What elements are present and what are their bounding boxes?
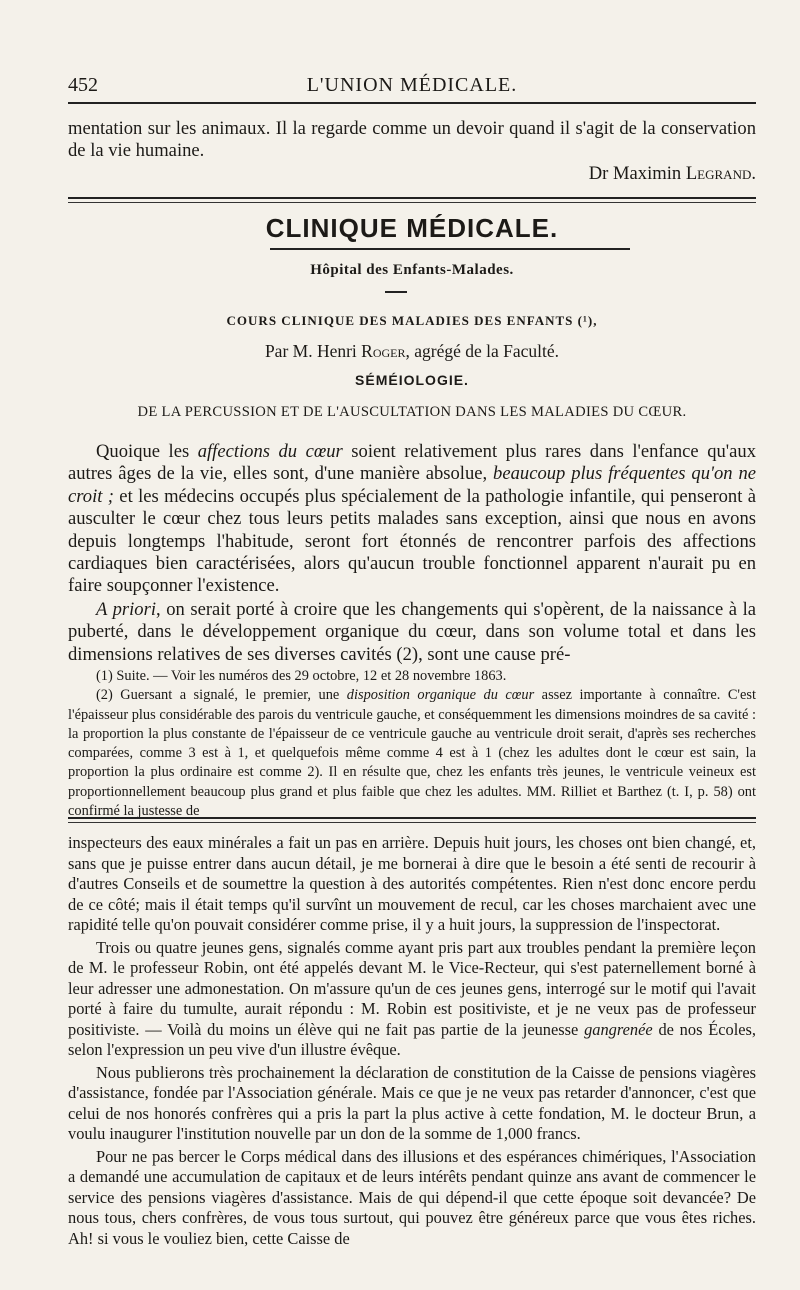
fn2-text-a: (2) Guersant a signalé, le premier, une: [96, 687, 347, 704]
lp2-text-a: Trois ou quatre jeunes gens, signalés comme ayant pris part aux troubles pendant la première leçon de M. le professeur Robin, ont été appelés devant M. le Vice-Recteur, qui s'est paternellement borné à leur adresser une admonestation. On m'assure qu'un de ces jeunes gens, interrogé sur le motif qui l'avait porté à faire du tumulte, aurait répondu : M. Robin est positiviste, et je ne veux pas de professeur positiviste. — Voilà du moins un élève qui ne fait pas partie de la jeunesse: [68, 937, 756, 1039]
header-rule: [68, 102, 756, 104]
lower-paragraph-1: inspecteurs des eaux minérales a fait un pas en arrière. Depuis huit jours, les choses ont bien changé, et, sans que je puisse entrer dans aucun détail, je me bornerai à dire que le besoin a été senti de recourir à d'autres Conseils et de soumettre la question à des autorités compétentes. Rien n'est donc encore perdu de ce côté; mais il était temps qu'il survînt un mouvement de recul, car les choses marchaient avec une rapidité telle qu'on pouvait considérer comme prise, il y a huit jours, la suppression de l'inspectorat.: [68, 833, 756, 934]
author-name: Roger: [361, 341, 406, 361]
previous-article-end: [68, 118, 756, 185]
page-number: 452: [68, 74, 98, 96]
course-title: COURS CLINIQUE DES MALADIES DES ENFANTS (¹),: [226, 313, 598, 328]
hospital-name: Hôpital des Enfants-Malades.: [310, 262, 514, 278]
section-heading: CLINIQUE MÉDICALE.: [265, 213, 559, 243]
p1-italic-b: beaucoup plus fréquentes qu'on ne croit ;: [68, 463, 756, 507]
running-title: L'UNION MÉDICALE.: [306, 74, 518, 96]
column-rule-bottom: [68, 822, 756, 823]
footnotes: [68, 667, 756, 821]
signature-prefix: Dr Maximin: [588, 162, 682, 184]
fn2-italic: disposition organique du cœur: [346, 687, 535, 704]
author-prefix: Par M. Henri: [264, 341, 357, 361]
lecture-body: [68, 441, 756, 666]
column-rule-top: [68, 817, 756, 819]
p1-italic-a: affections du cœur: [197, 441, 343, 462]
topic-heading: SÉMÉIOLOGIE.: [355, 372, 469, 388]
heading-underline: [270, 248, 630, 250]
p1-text-a: Quoique les: [96, 441, 198, 462]
continuation-text: mentation sur les animaux. Il la regarde comme un devoir quand il s'agit de la conservation de la vie humaine.: [68, 118, 756, 162]
paragraph-2: [68, 599, 756, 666]
p1-text-c: et les médecins occupés plus spécialement de la pathologie infantile, qui penseront à ausculter le cœur chez tous leurs petits malades sans exception, ainsi que nous en avons depuis longtemps l'habitude, seront fort étonnés de rencontrer parfois des affections cardiaques bien caractérisées, alors qu'aucun trouble fonctionnel apparent n'aurait pu en faire soupçonner l'existence.: [68, 485, 756, 597]
lecture-title: DE LA PERCUSSION ET DE L'AUSCULTATION DANS LES MALADIES DU CŒUR.: [137, 404, 687, 420]
footnote-2: [68, 686, 756, 821]
p2-text-a: , on serait porté à croire que les changements qui s'opèrent, de la naissance à la puberté, dans le développement organique du cœur, dans son volume total et dans les dimensions relatives de ses diverses cavités (2), sont une cause pré-: [68, 598, 756, 665]
page-header: [68, 74, 756, 100]
author-suffix: , agrégé de la Faculté.: [405, 341, 560, 361]
short-dash: [385, 291, 407, 293]
paragraph-1: [68, 441, 756, 598]
p1-text-b: soient relativement plus rares dans l'enfance qu'aux autres âges de la vie, elles sont, d'une manière absolue,: [68, 441, 756, 485]
lp2-text-b: de nos Écoles, selon l'expression un peu vive d'un illustre évêque.: [68, 1019, 757, 1059]
lower-paragraph-4: Pour ne pas bercer le Corps médical dans des illusions et des espérances chimériques, l'Association a demandé une accumulation de capitaux et de leurs intérêts pendant quinze ans avant de commencer le service des pensions viagères d'assistance. Mais de qui dépend-il que cette époque soit devancée? De nous tous, chers confrères, de vous tous surtout, qui pouvez être généreux parce que vous êtes riches. Ah! si vous le vouliez bien, cette Caisse de: [68, 1146, 756, 1248]
lp2-italic: gangrenée: [584, 1019, 653, 1039]
lower-paragraph-3: Nous publierons très prochainement la déclaration de constitution de la Caisse de pensions viagères d'assistance, fondée par l'Association générale. Mais ce que je ne veux pas retarder d'annoncer, c'est que celui de nos honorés confrères qui a pris la part la plus active à cette fondation, M. le docteur Brun, a voulu inaugurer l'institution nouvelle par un don de la somme de 1,000 francs.: [68, 1062, 756, 1143]
p2-italic-a: A priori: [96, 598, 156, 620]
lower-paragraph-2: [68, 938, 756, 1061]
signature-name: Legrand.: [685, 162, 756, 184]
lower-column: [68, 833, 756, 1249]
footnote-1: (1) Suite. — Voir les numéros des 29 octobre, 12 et 28 novembre 1863.: [96, 668, 507, 684]
author-signature: [68, 163, 756, 185]
fn2-text-b: assez importante à connaître. C'est l'épaisseur plus considérable des parois du ventricule gauche, et conséquemment les dimensions moindres de sa cavité : la proportion la plus constante de l'épaisseur de ce ventricule gauche au ventricule droit serait, d'après ses recherches comparées, comme 3 est à 1, et quelquefois même comme 4 est à 1 (chez les adultes dont le cœur est sain, la proportion la plus ordinaire est comme 2). Il en résulte que, chez les enfants très jeunes, le ventricule veineux est proportionnellement beaucoup plus grand et plus faible que chez les adultes. MM. Rilliet et Barthez (t. I, p. 58) ont confirmé la justesse de: [68, 687, 757, 820]
section-rule-bottom: [68, 202, 756, 203]
section-rule-top: [68, 197, 756, 199]
author-line: [68, 341, 756, 362]
